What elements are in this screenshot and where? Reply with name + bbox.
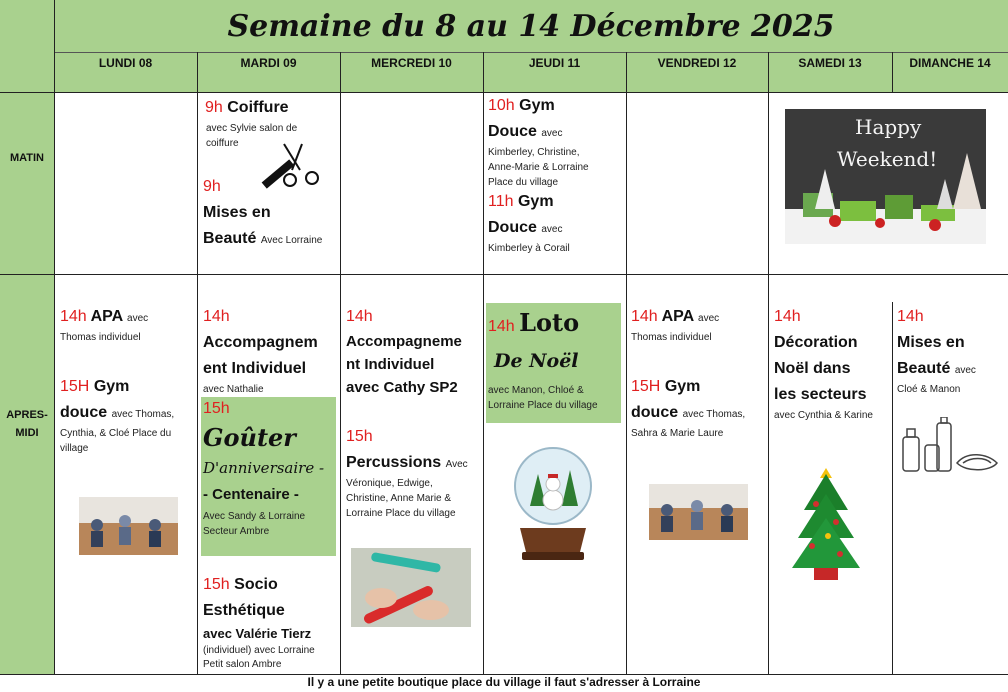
event-detail: Thomas individuel (631, 332, 712, 343)
event-detail: Cynthia, & Cloé Place du (60, 428, 172, 439)
event-time: 15h (203, 400, 230, 417)
corner-cell (0, 0, 54, 92)
event-title: Douce (488, 123, 537, 140)
grid-line (892, 302, 893, 675)
percussion-photo (351, 548, 471, 627)
event-detail: Avec Sandy & Lorraine (203, 511, 306, 522)
event-detail: Avec (445, 459, 468, 470)
event-detail: Kimberley à Corail (488, 243, 570, 254)
grid-line (768, 52, 769, 675)
event-dimanche-beaute (897, 304, 1007, 397)
event-lundi-apa (60, 304, 195, 345)
event-vendredi-gym (631, 374, 767, 441)
event-title: Goûter (203, 423, 296, 452)
event-time: 14h (897, 308, 924, 325)
happy-weekend-image (785, 109, 986, 244)
event-detail: village (60, 443, 89, 454)
event-time: 14h (60, 308, 87, 325)
event-detail: avec Thomas, (682, 409, 746, 420)
event-detail: avec (698, 313, 720, 324)
event-title: APA (661, 308, 694, 325)
event-detail: avec Manon, Chloé & (488, 385, 584, 396)
row-label-midi: MIDI (15, 427, 39, 439)
event-title: ent Individuel (203, 360, 307, 377)
event-title: Mises en (203, 204, 271, 221)
day-header-dimanche: DIMANCHE 14 (892, 52, 1008, 92)
event-title: nt Individuel (346, 356, 435, 373)
event-time: 9h (205, 99, 223, 116)
event-mardi-socio (203, 572, 339, 672)
gym-photo (79, 497, 178, 555)
event-time: 9h (203, 178, 221, 195)
event-title: avec Cathy SP2 (346, 379, 458, 396)
event-time: 14h (203, 308, 230, 325)
event-title: les secteurs (774, 386, 867, 403)
event-title: Gym (93, 378, 130, 395)
event-detail: avec (954, 365, 976, 376)
event-jeudi-gym-2 (488, 189, 624, 256)
event-detail: avec Thomas, (111, 409, 175, 420)
event-detail: Christine, Anne Marie & (346, 493, 452, 504)
grid-line (892, 52, 893, 92)
event-detail: Cloé & Manon (897, 384, 961, 395)
image-caption: Weekend! (837, 147, 938, 171)
event-mardi-accompagnement (203, 304, 339, 397)
day-header-mercredi: MERCREDI 10 (340, 52, 483, 92)
event-detail: avec (127, 313, 149, 324)
event-time: 15h (346, 428, 373, 445)
grid-line (340, 52, 341, 675)
page-title: Semaine du 8 au 14 Décembre 2025 (54, 0, 1008, 52)
event-samedi-decoration (774, 304, 890, 423)
row-label-apres: APRES- (6, 409, 48, 421)
day-header-jeudi: JEUDI 11 (483, 52, 626, 92)
event-mercredi-percussions (346, 424, 482, 521)
event-title: douce (60, 404, 108, 421)
event-detail: Véronique, Edwige, (346, 478, 433, 489)
event-title: Douce (488, 219, 537, 236)
event-time: 10h (488, 97, 515, 114)
event-title: Décoration (774, 334, 858, 351)
event-detail: Lorraine Place du village (346, 508, 456, 519)
day-header-lundi: LUNDI 08 (54, 52, 197, 92)
row-label-apresmidi (0, 274, 54, 675)
event-time: 15H (60, 378, 90, 395)
event-detail: Lorraine Place du village (488, 400, 598, 411)
event-detail: Petit salon Ambre (203, 659, 282, 670)
event-title: Noël dans (774, 360, 851, 377)
event-title: douce (631, 404, 679, 421)
event-title: avec Valérie Tierz (203, 626, 312, 641)
day-header-mardi: MARDI 09 (197, 52, 340, 92)
event-detail: avec Cynthia & Karine (774, 410, 873, 421)
event-title: D'anniversaire - (203, 459, 325, 477)
event-title: Beauté (203, 230, 257, 247)
event-vendredi-apa (631, 304, 767, 345)
row-label-matin (0, 92, 54, 274)
event-lundi-gym (60, 374, 196, 456)
grid-line (197, 52, 198, 675)
row-label-matin-text: MATIN (9, 152, 44, 164)
event-detail: avec (541, 128, 563, 139)
event-detail: Avec Lorraine (260, 235, 323, 246)
event-title: - Centenaire - (203, 486, 299, 503)
event-detail: Sahra & Marie Laure (631, 428, 724, 439)
grid-line (54, 0, 55, 675)
event-title: Percussions (346, 454, 442, 471)
event-mercredi-accompagnement (346, 304, 482, 399)
event-time: 11h (488, 193, 514, 210)
event-time: 15H (631, 378, 661, 395)
event-time: 14h (488, 318, 515, 335)
footer-note: Il y a une petite boutique place du village il faut s'adresser à Lorraine (307, 675, 701, 689)
event-title: Gym (519, 97, 555, 114)
event-mardi-beaute (203, 174, 338, 252)
event-detail: Secteur Ambre (203, 526, 270, 537)
event-detail: avec (541, 224, 563, 235)
beauty-products-icon (897, 417, 1001, 477)
event-title: Beauté (897, 360, 951, 377)
event-title: Socio (234, 576, 278, 593)
grid-line (483, 52, 484, 675)
event-jeudi-loto (486, 303, 621, 423)
event-title: Mises en (897, 334, 965, 351)
event-title: Coiffure (227, 99, 289, 116)
event-title: Accompagneme (346, 333, 462, 350)
event-time: 14h (631, 308, 658, 325)
event-jeudi-gym-1 (488, 93, 624, 190)
event-detail: (individuel) avec Lorraine (203, 645, 315, 656)
event-title: Gym (517, 193, 554, 210)
event-detail: Kimberley, Christine, (488, 147, 580, 158)
gym-photo (649, 484, 748, 540)
event-title: Esthétique (203, 602, 285, 619)
grid-line (0, 274, 1008, 275)
event-detail: Place du village (488, 177, 559, 188)
event-detail: Thomas individuel (60, 332, 141, 343)
event-detail: coiffure (206, 138, 239, 149)
event-detail: avec Nathalie (203, 384, 264, 395)
event-detail: Anne-Marie & Lorraine (488, 162, 589, 173)
event-title: Loto (519, 308, 580, 337)
event-detail: avec Sylvie salon de (206, 123, 298, 134)
event-mardi-gouter (201, 397, 336, 556)
day-header-vendredi: VENDREDI 12 (626, 52, 768, 92)
event-time: 14h (774, 308, 801, 325)
event-time: 15h (203, 576, 230, 593)
image-caption: Happy (855, 115, 922, 139)
snow-globe-icon (512, 444, 594, 566)
event-title: Gym (664, 378, 701, 395)
event-title: APA (90, 308, 123, 325)
event-title: De Noël (494, 350, 579, 372)
event-title: Accompagnem (203, 334, 318, 351)
day-header-samedi: SAMEDI 13 (768, 52, 892, 92)
event-time: 14h (346, 308, 373, 325)
christmas-tree-icon (790, 460, 862, 582)
grid-line (626, 52, 627, 675)
